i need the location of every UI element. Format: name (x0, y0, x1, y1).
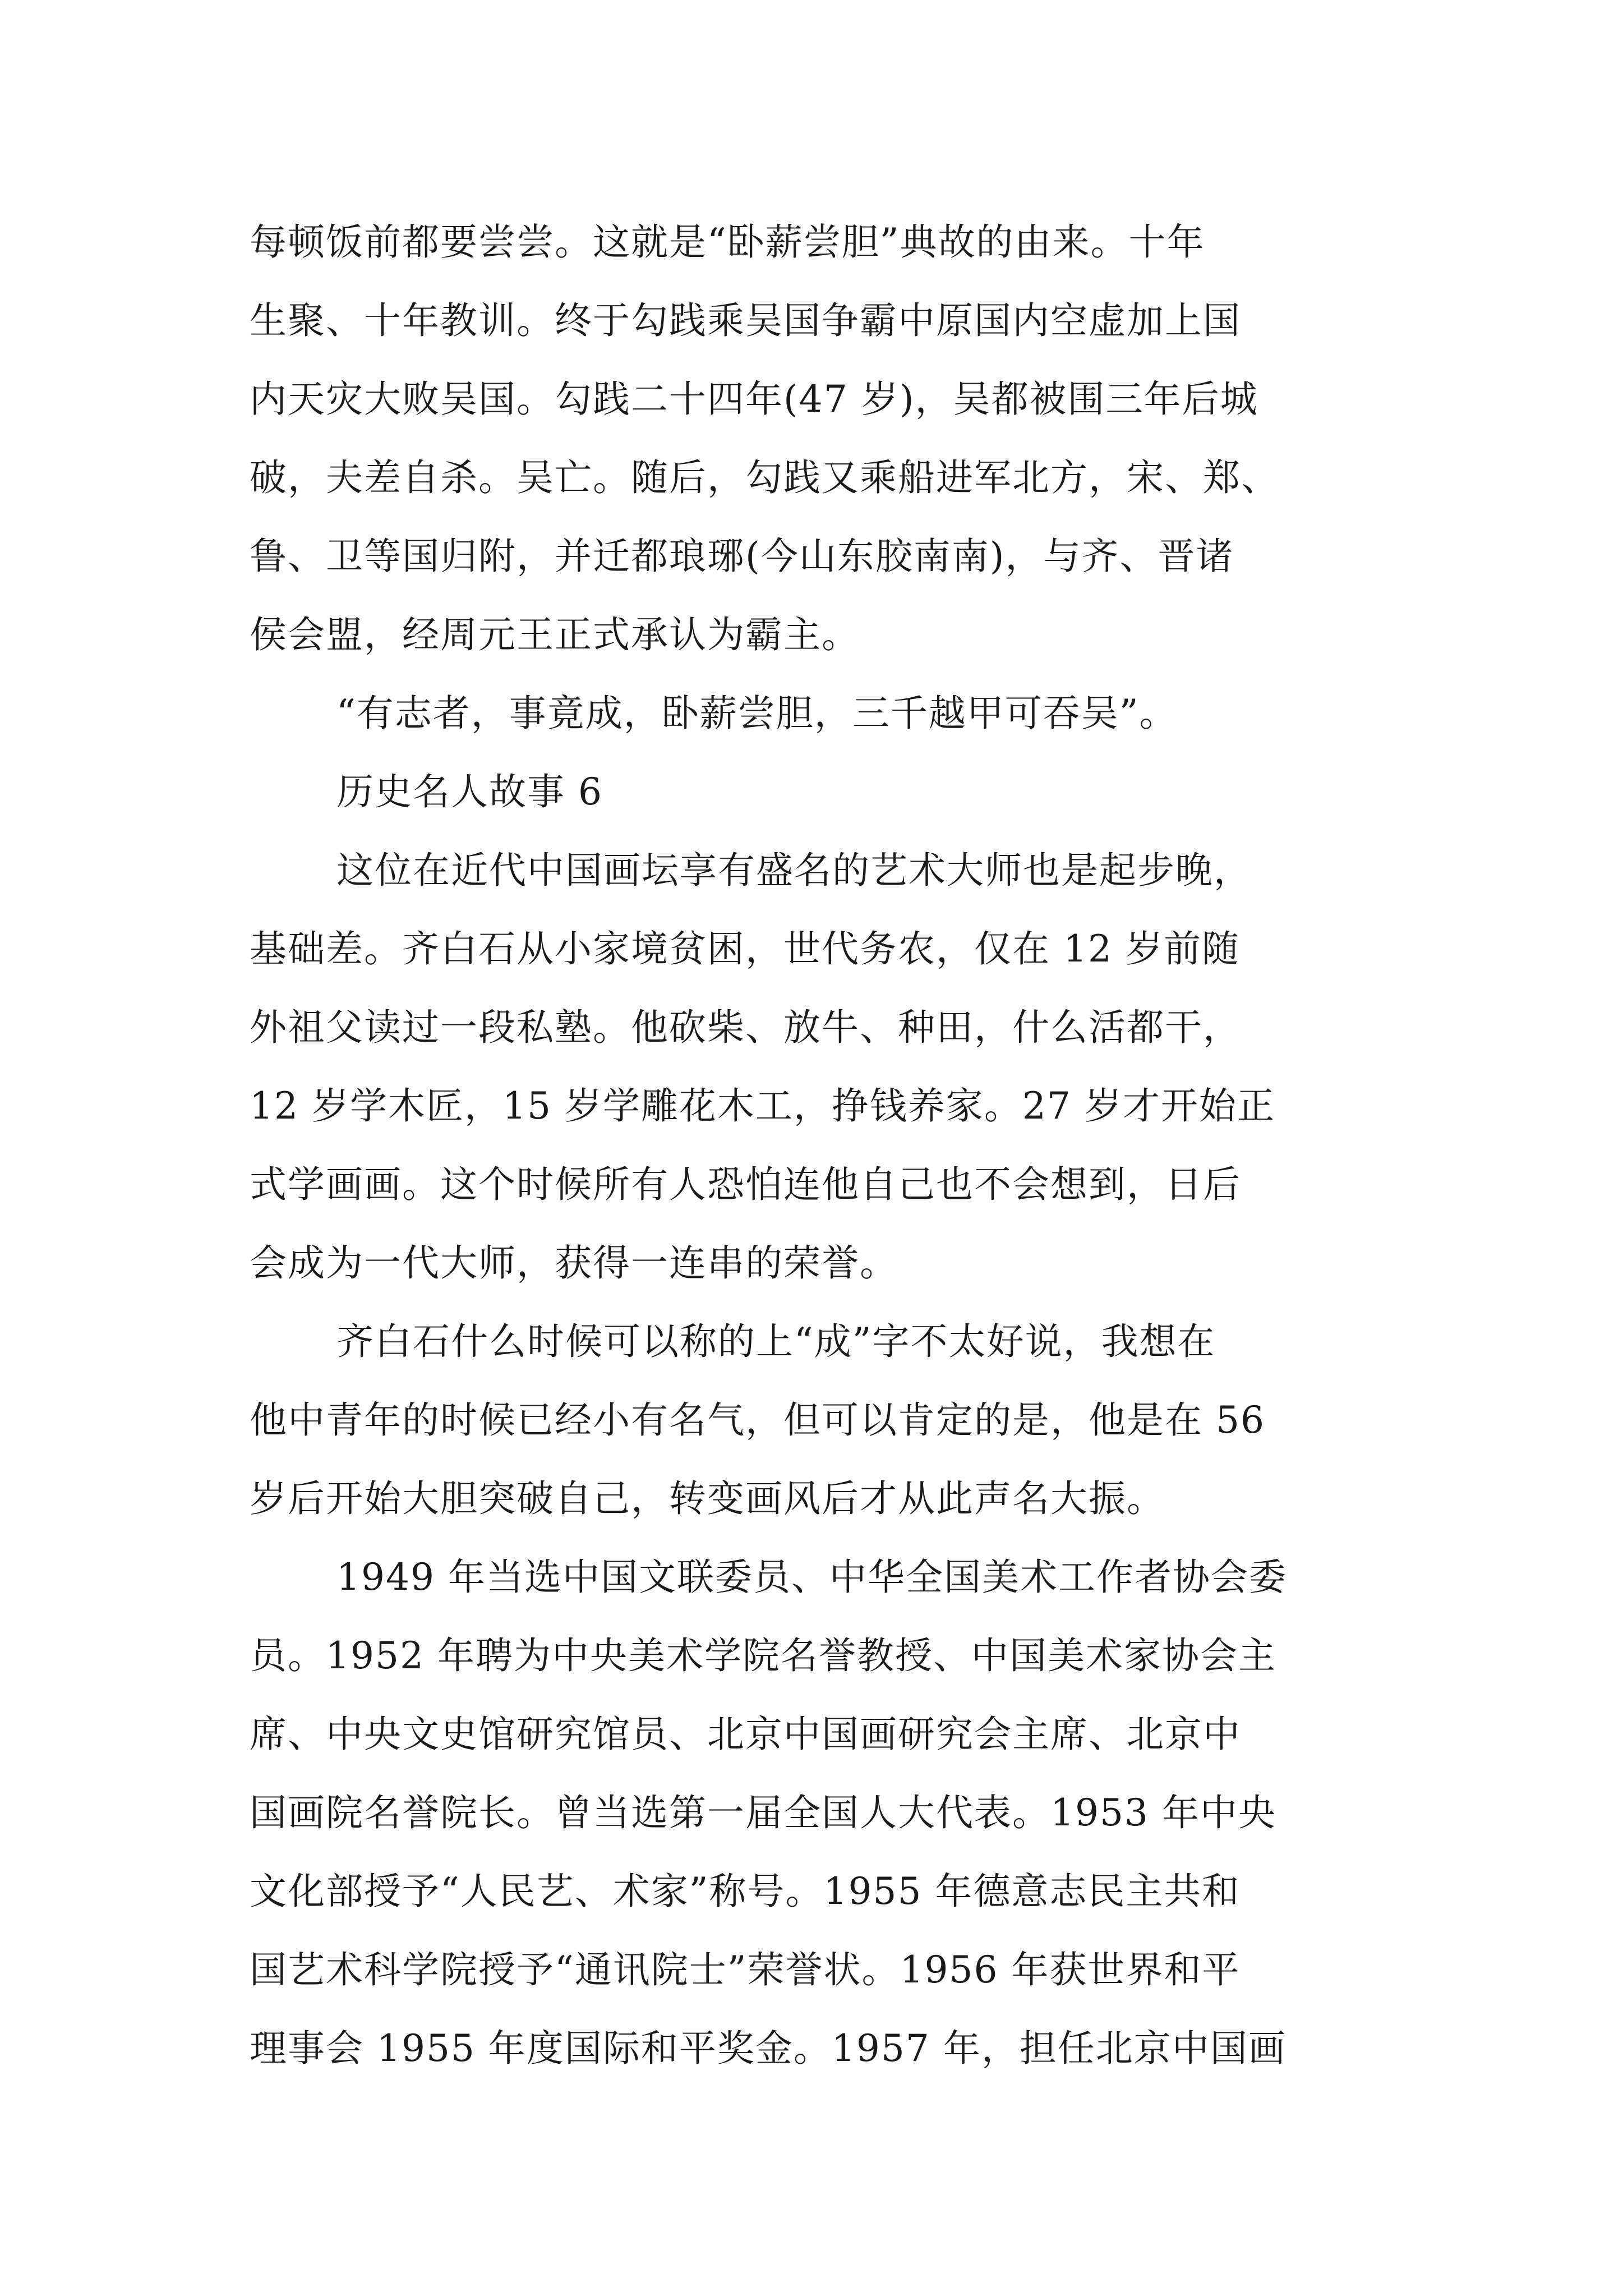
text-line: 破，夫差自杀。吴亡。随后，勾践又乘船进军北方，宋、郑、 (250, 456, 1279, 499)
text-line: 国艺术科学院授予“通讯院士”荣誉状。1956 年获世界和平 (250, 1948, 1241, 1991)
text-line: 内天灾大败吴国。勾践二十四年(47 岁)，吴都被围三年后城 (250, 378, 1258, 421)
text-line: 会成为一代大师，获得一连串的荣誉。 (250, 1241, 898, 1285)
text-line: 基础差。齐白石从小家境贫困，世代务农，仅在 12 岁前随 (250, 927, 1240, 970)
text-line: 岁后开始大胆突破自己，转变画风后才从此声名大振。 (250, 1477, 1165, 1520)
text-line: 他中青年的时候已经小有名气，但可以肯定的是，他是在 56 (250, 1398, 1265, 1442)
text-line: 每顿饭前都要尝尝。这就是“卧薪尝胆”典故的由来。十年 (250, 220, 1205, 264)
text-line: 式学画画。这个时候所有人恐怕连他自己也不会想到，日后 (250, 1163, 1241, 1206)
section-heading: 历史名人故事 6 (336, 770, 603, 813)
text-line: 文化部授予“人民艺、术家”称号。1955 年德意志民主共和 (250, 1870, 1241, 1913)
text-line: 外祖父读过一段私塾。他砍柴、放牛、种田，什么活都干， (250, 1006, 1241, 1049)
text-line: 理事会 1955 年度国际和平奖金。1957 年，担任北京中国画 (250, 2027, 1287, 2070)
quote-line: “有志者，事竟成，卧薪尝胆，三千越甲可吞吴”。 (336, 692, 1178, 735)
text-line: 国画院名誉院长。曾当选第一届全国人大代表。1953 年中央 (250, 1791, 1276, 1834)
text-line: 侯会盟，经周元王正式承认为霸主。 (250, 613, 860, 656)
text-line: 员。1952 年聘为中央美术学院名誉教授、中国美术家协会主 (250, 1634, 1276, 1677)
text-line: 鲁、卫等国归附，并迁都琅琊(今山东胶南南)，与齐、晋诸 (250, 535, 1234, 578)
text-line: 席、中央文史馆研究馆员、北京中国画研究会主席、北京中 (250, 1713, 1241, 1756)
text-line: 生聚、十年教训。终于勾践乘吴国争霸中原国内空虚加上国 (250, 299, 1241, 342)
text-line: 12 岁学木匠，15 岁学雕花木工，挣钱养家。27 岁才开始正 (250, 1084, 1275, 1128)
text-line: 这位在近代中国画坛享有盛名的艺术大师也是起步晚， (336, 849, 1252, 892)
text-line: 齐白石什么时候可以称的上“成”字不太好说，我想在 (336, 1320, 1216, 1363)
text-line: 1949 年当选中国文联委员、中华全国美术工作者协会委 (336, 1556, 1287, 1599)
